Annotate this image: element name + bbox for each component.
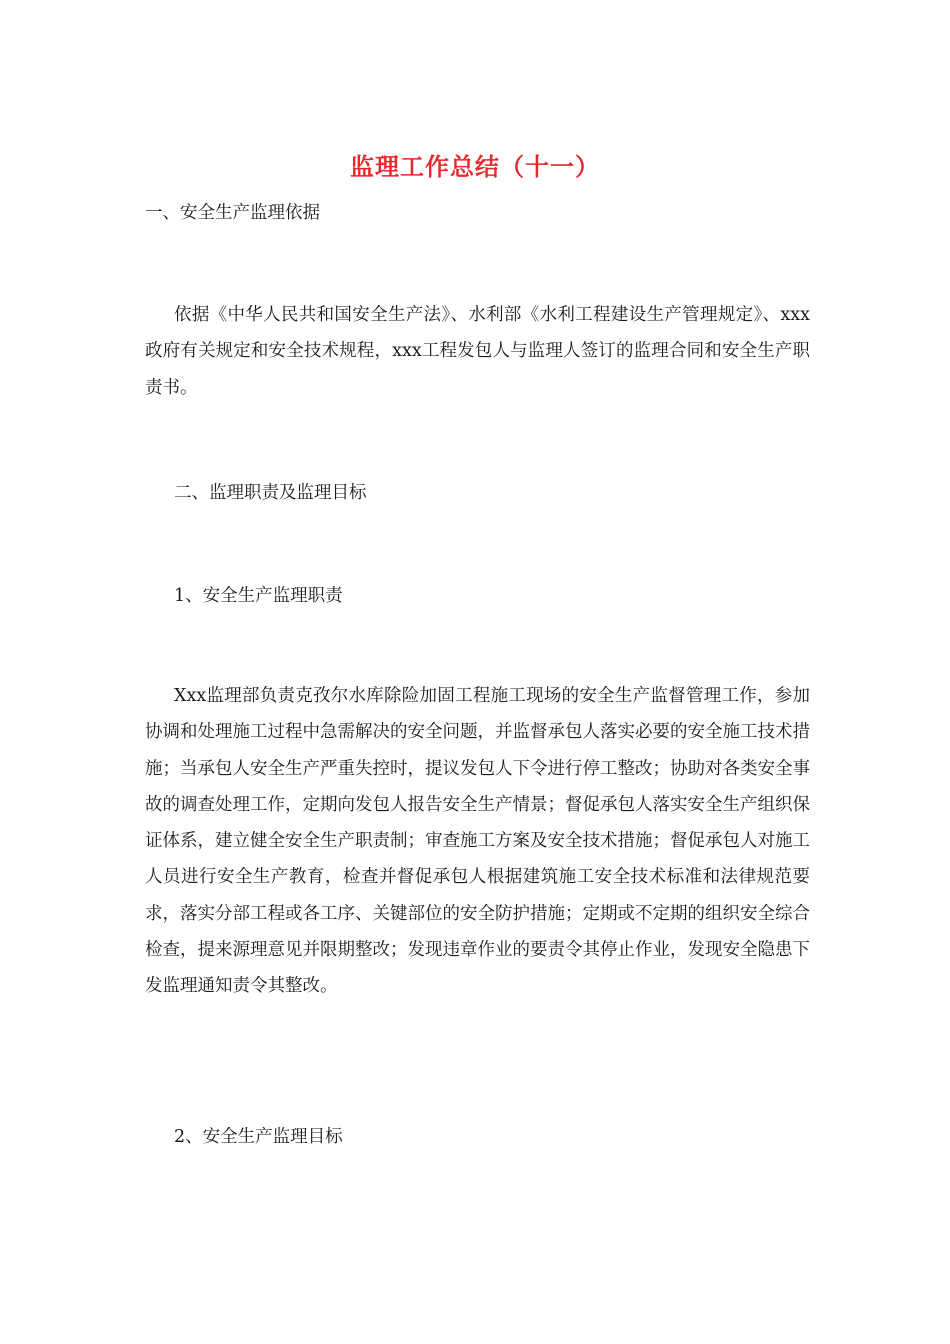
subsection-heading-goals: 2、安全生产监理目标 xyxy=(174,1127,343,1147)
paragraph-duties: Xxx监理部负责克孜尔水库除险加固工程施工现场的安全生产监督管理工作，参加协调和处理施工过程中急需解决的安全问题，并监督承包人落实必要的安全施工技术措施；当承包人安全生产严重失控时，提议发包人下令进行停工整改；协助对各类安全事故的调查处理工作，定期向发包人报告安全生产情景；督促承包人落实安全生产组织保证体系，建立健全安全生产职责制；审查施工方案及安全技术措施；督促承包人对施工人员进行安全生产教育，检查并督促承包人根据建筑施工安全技术标准和法律规范要求，落实分部工程或各工序、关键部位的安全防护措施；定期或不定期的组织安全综合检查，提来源理意见并限期整改；发现违章作业的要责令其停止作业，发现安全隐患下发监理通知责令其整改。 xyxy=(145,686,810,997)
document-title: 监理工作总结（十一） xyxy=(350,153,600,181)
paragraph-basis: 依据《中华人民共和国安全生产法》、水利部《水利工程建设生产管理规定》、xxx政府有关规定和安全技术规程，xxx工程发包人与监理人签订的监理合同和安全生产职责书。 xyxy=(145,305,810,398)
subsection-heading-duties: 1、安全生产监理职责 xyxy=(174,586,343,606)
section-heading-basis: 一、安全生产监理依据 xyxy=(145,203,320,223)
section-heading-duties-goals: 二、监理职责及监理目标 xyxy=(174,483,367,503)
